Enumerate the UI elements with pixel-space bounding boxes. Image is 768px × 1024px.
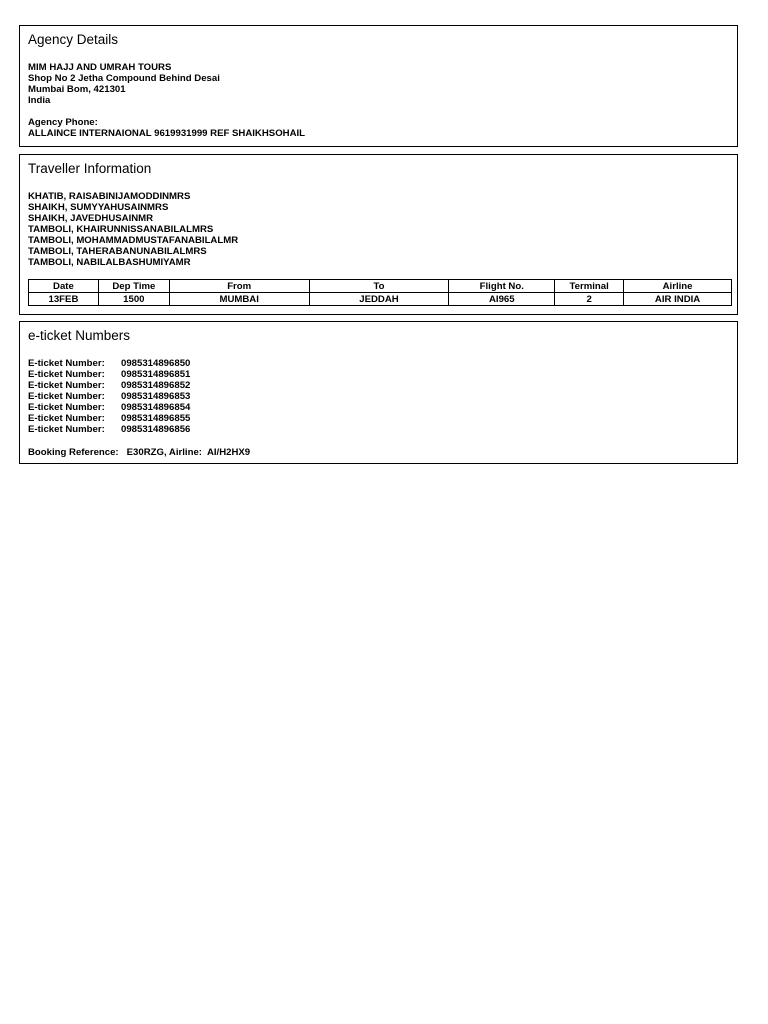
flight-header-airline: Airline: [624, 280, 732, 293]
flight-from: MUMBAI: [169, 293, 309, 306]
flight-terminal: 2: [555, 293, 624, 306]
booking-reference-label: Booking Reference:: [28, 447, 119, 458]
traveller-name: TAMBOLI, MOHAMMADMUSTAFANABILALMR: [28, 235, 239, 246]
flight-dep-time: 1500: [98, 293, 169, 306]
flight-header-dep-time: Dep Time: [98, 280, 169, 293]
eticket-numbers-title: e-ticket Numbers: [28, 328, 131, 343]
traveller-information-title: Traveller Information: [28, 161, 152, 176]
eticket-number: 0985314896852: [121, 380, 191, 391]
eticket-label: E-ticket Number:: [28, 380, 105, 391]
eticket-label: E-ticket Number:: [28, 391, 105, 402]
flight-to: JEDDAH: [309, 293, 449, 306]
eticket-number: 0985314896850: [121, 358, 191, 369]
eticket-number: 0985314896854: [121, 402, 191, 413]
flight-number: AI965: [449, 293, 555, 306]
eticket-label: E-ticket Number:: [28, 413, 105, 424]
traveller-name: TAMBOLI, KHAIRUNNISSANABILALMRS: [28, 224, 214, 235]
eticket-numbers-panel: [19, 321, 738, 464]
traveller-information-panel: [19, 154, 738, 315]
eticket-label: E-ticket Number:: [28, 402, 105, 413]
eticket-line: [28, 358, 190, 369]
agency-address-line-1: Shop No 2 Jetha Compound Behind Desai: [28, 73, 220, 84]
eticket-label: E-ticket Number:: [28, 369, 105, 380]
flight-header-terminal: Terminal: [555, 280, 624, 293]
eticket-line: [28, 380, 190, 391]
agency-address-line-2: Mumbai Bom, 421301: [28, 84, 126, 95]
flight-header-date: Date: [29, 280, 99, 293]
booking-reference-value: E30RZG, Airline: AI/H2HX9: [126, 447, 251, 458]
eticket-label: E-ticket Number:: [28, 358, 105, 369]
eticket-number: 0985314896853: [121, 391, 191, 402]
eticket-line: [28, 391, 190, 402]
eticket-number: 0985314896855: [121, 413, 191, 424]
eticket-line: [28, 413, 190, 424]
traveller-name: TAMBOLI, NABILALBASHUMIYAMR: [28, 257, 191, 268]
agency-phone-value: ALLAINCE INTERNAIONAL 9619931999 REF SHAIKHSOHAIL: [28, 128, 306, 139]
flight-date: 13FEB: [29, 293, 99, 306]
agency-details-panel: [19, 25, 738, 147]
flight-header-to: To: [309, 280, 449, 293]
agency-country: India: [28, 95, 51, 106]
agency-phone-label: Agency Phone:: [28, 117, 98, 128]
traveller-name: TAMBOLI, TAHERABANUNABILALMRS: [28, 246, 207, 257]
traveller-name: SHAIKH, SUMYYAHUSAINMRS: [28, 202, 169, 213]
flight-table: [28, 279, 732, 306]
eticket-label: E-ticket Number:: [28, 424, 105, 435]
agency-name: MIM HAJJ AND UMRAH TOURS: [28, 62, 172, 73]
eticket-number: 0985314896856: [121, 424, 191, 435]
booking-reference-line: [28, 447, 250, 458]
flight-table-row: [29, 293, 732, 306]
eticket-line: [28, 424, 190, 435]
traveller-name: SHAIKH, JAVEDHUSAINMR: [28, 213, 154, 224]
flight-airline: AIR INDIA: [624, 293, 732, 306]
flight-header-from: From: [169, 280, 309, 293]
eticket-number: 0985314896851: [121, 369, 191, 380]
eticket-line: [28, 369, 190, 380]
eticket-line: [28, 402, 190, 413]
flight-header-flight-no: Flight No.: [449, 280, 555, 293]
agency-details-title: Agency Details: [28, 32, 119, 47]
flight-table-header-row: [29, 280, 732, 293]
traveller-name: KHATIB, RAISABINIJAMODDINMRS: [28, 191, 191, 202]
